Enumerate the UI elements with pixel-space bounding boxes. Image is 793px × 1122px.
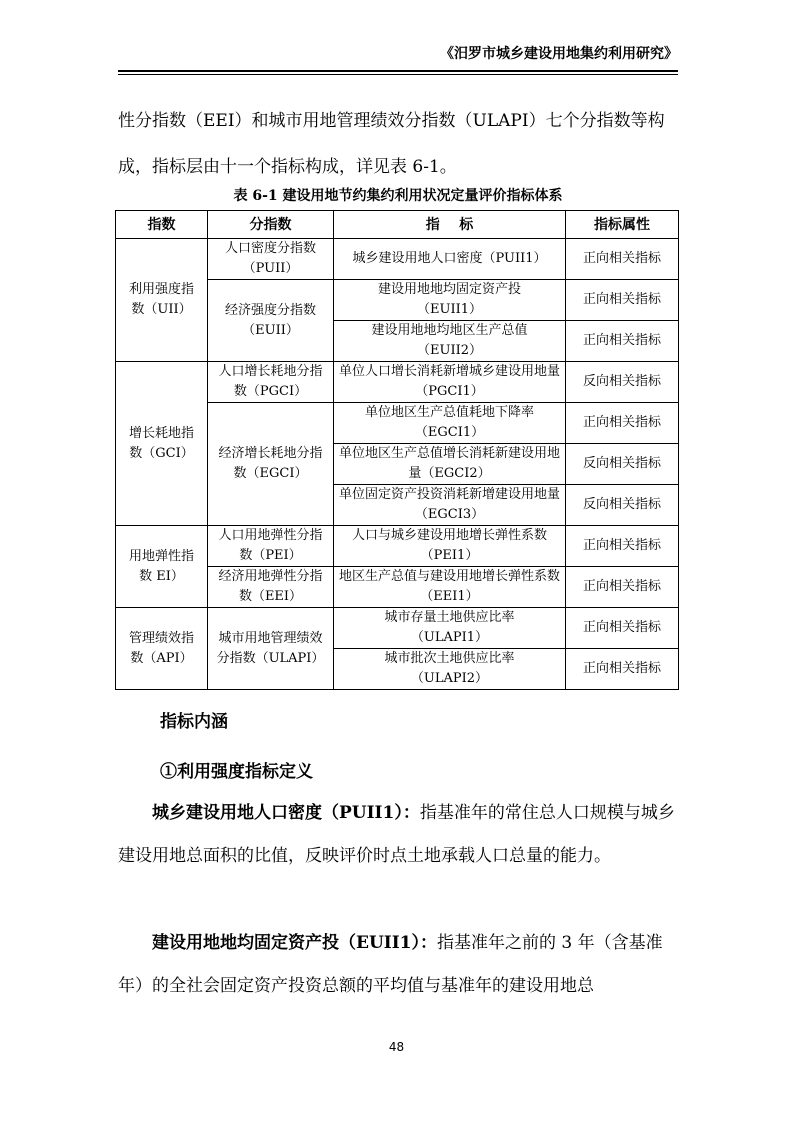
indicator-cell: 城市存量土地供应比率（ULAPI1） xyxy=(334,608,566,649)
definition-text: 指基准年之前的 3 年（含基准年）的全社会固定资产投资总额的平均值与基准年的建设用地总 xyxy=(118,933,663,996)
sub-index-cell: 经济用地弹性分指数（EEI） xyxy=(208,567,334,608)
header-indicator: 指 标 xyxy=(334,211,566,239)
index-cell: 利用强度指数（UII） xyxy=(116,239,208,362)
sub-index-cell: 人口密度分指数（PUII） xyxy=(208,239,334,280)
intro-paragraph: 性分指数（EEI）和城市用地管理绩效分指数（ULAPI）七个分指数等构成，指标层由十一个指标构成，详见表 6-1。 xyxy=(118,111,665,177)
header-attribute: 指标属性 xyxy=(566,211,679,239)
indicator-cell: 单位固定资产投资消耗新增建设用地量（EGCI3） xyxy=(334,485,566,526)
definition-term: 城乡建设用地人口密度（PUII1）： xyxy=(152,803,420,823)
attribute-cell: 正向相关指标 xyxy=(566,239,679,280)
indicator-cell: 城市批次土地供应比率（ULAPI2） xyxy=(334,649,566,690)
sub-index-cell: 经济强度分指数（EUII） xyxy=(208,280,334,362)
attribute-cell: 正向相关指标 xyxy=(566,567,679,608)
table-caption: 表 6-1 建设用地节约集约利用状况定量评价指标体系 xyxy=(233,188,563,204)
definition-paragraph xyxy=(118,922,678,1008)
header-rule xyxy=(118,70,678,75)
attribute-cell: 反向相关指标 xyxy=(566,485,679,526)
index-cell: 用地弹性指数 EI） xyxy=(116,526,208,608)
indicator-cell: 单位地区生产总值增长消耗新建设用地量（EGCI2） xyxy=(334,444,566,485)
sub-index-cell: 城市用地管理绩效分指数（ULAPI） xyxy=(208,608,334,690)
indicator-cell: 地区生产总值与建设用地增长弹性系数（EEI1） xyxy=(334,567,566,608)
header-sub-index: 分指数 xyxy=(208,211,334,239)
indicator-cell: 单位人口增长消耗新增城乡建设用地量（PGCI1） xyxy=(334,362,566,403)
table-header-row xyxy=(116,211,679,239)
attribute-cell: 正向相关指标 xyxy=(566,403,679,444)
definition-paragraph xyxy=(118,792,678,878)
table-row xyxy=(116,608,679,649)
sub-index-cell: 人口用地弹性分指数（PEI） xyxy=(208,526,334,567)
attribute-cell: 正向相关指标 xyxy=(566,321,679,362)
attribute-cell: 正向相关指标 xyxy=(566,280,679,321)
header-index: 指数 xyxy=(116,211,208,239)
index-cell: 管理绩效指数（API） xyxy=(116,608,208,690)
definition-text: 指基准年的常住总人口规模与城乡建设用地总面积的比值，反映评价时点土地承载人口总量的能力。 xyxy=(118,803,675,866)
indicator-cell: 建设用地地均固定资产投（EUII1） xyxy=(334,280,566,321)
sub-index-cell: 经济增长耗地分指数（EGCI） xyxy=(208,403,334,526)
table-row xyxy=(116,239,679,280)
attribute-cell: 反向相关指标 xyxy=(566,444,679,485)
indicator-cell: 城乡建设用地人口密度（PUII1） xyxy=(334,239,566,280)
attribute-cell: 正向相关指标 xyxy=(566,649,679,690)
table-row xyxy=(116,362,679,403)
indicator-cell: 人口与城乡建设用地增长弹性系数（PEI1） xyxy=(334,526,566,567)
page-number: 48 xyxy=(388,1040,405,1054)
indicator-cell: 建设用地地均地区生产总值（EUII2） xyxy=(334,321,566,362)
running-header: 《汨罗市城乡建设用地集约利用研究》 xyxy=(440,46,678,62)
definition-term: 建设用地地均固定资产投（EUII1）： xyxy=(152,933,438,953)
sub-index-cell: 人口增长耗地分指数（PGCI） xyxy=(208,362,334,403)
attribute-cell: 反向相关指标 xyxy=(566,362,679,403)
attribute-cell: 正向相关指标 xyxy=(566,608,679,649)
indicator-table xyxy=(115,210,679,690)
section-heading: 指标内涵 xyxy=(160,712,228,732)
indicator-cell: 单位地区生产总值耗地下降率（EGCI1） xyxy=(334,403,566,444)
subsection-heading: ①利用强度指标定义 xyxy=(160,762,313,782)
attribute-cell: 正向相关指标 xyxy=(566,526,679,567)
index-cell: 增长耗地指数（GCI） xyxy=(116,362,208,526)
table-row xyxy=(116,526,679,567)
